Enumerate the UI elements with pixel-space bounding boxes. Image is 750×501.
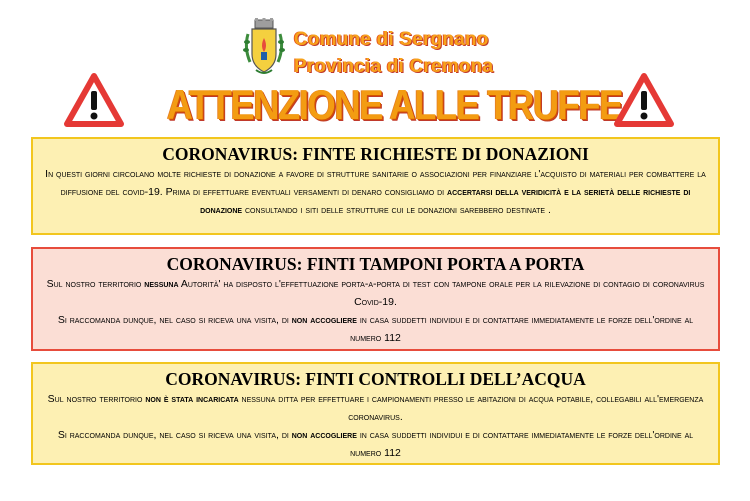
notice-text-part: nessuna ditta per effettuare i campionamenti presso le abitazioni di acqua potabile, collegabili all'emergenza coronavirus.	[238, 393, 704, 423]
notice-text-part: Si raccomanda dunque, nel caso si riceva una visita, di	[57, 314, 292, 326]
notice-title: CORONAVIRUS: FINTI TAMPONI PORTA A PORTA	[166, 254, 585, 274]
warning-triangle-icon	[63, 72, 125, 128]
notice-text-part: consultando i siti delle strutture cui le donazioni sarebbero destinate .	[242, 204, 551, 216]
notice-text	[43, 426, 708, 462]
town-line-1: Comune di Sergnano	[294, 29, 489, 50]
headline: ATTENZIONE ALLE TRUFFE	[166, 81, 623, 128]
notice-emphasis: accertarsi della veridicità e la serietà delle richieste di donazione	[200, 186, 691, 216]
notice-text-part: Sul nostro territorio	[47, 393, 146, 405]
notice-emphasis: non accogliere	[291, 314, 357, 326]
coat-of-arms-icon	[242, 18, 286, 78]
notice-text	[43, 275, 708, 311]
notice-text-part: In questi giorni circolano molte richieste di donazione a favore di strutture sanitarie o associazioni per finanziare l'acquisto di materiali per combattere la diffusione del covid-19. Prima di effettuare eventuali versamenti di denaro consigliamo di	[45, 168, 706, 198]
notice-text	[43, 390, 708, 426]
notice-text-part: in casa suddetti individui e di contattare immediatamente le forze dell'ordine al numero 112	[350, 429, 694, 459]
notice-text-part: Autorità' ha disposto l'effettuazione porta-a-porta di test con tampone orale per la rilevazione di contagio di coronavirus Covid-19.	[178, 278, 705, 308]
notice-text-part: Si raccomanda dunque, nel caso si riceva una visita, di	[57, 429, 292, 441]
warning-triangle-icon	[613, 72, 675, 128]
notice-text	[43, 311, 708, 347]
town-name	[294, 26, 493, 80]
poster-header	[0, 0, 750, 135]
notice-swabs	[31, 247, 720, 351]
notice-donations	[31, 137, 720, 235]
notice-emphasis: non accogliere	[291, 429, 357, 441]
notice-emphasis: non è stata incaricata	[145, 393, 239, 405]
notice-emphasis: nessuna	[144, 278, 179, 290]
notice-text-part: in casa suddetti individui e di contattare immediatamente le forze dell'ordine al numero 112	[350, 314, 694, 344]
notice-title: CORONAVIRUS: FINTI CONTROLLI DELL’ACQUA	[165, 369, 586, 389]
notice-text	[43, 165, 708, 219]
notice-water	[31, 362, 720, 465]
town-line-2: Provincia di Cremona	[294, 56, 494, 77]
notice-title: CORONAVIRUS: FINTE RICHIESTE DI DONAZIONI	[162, 144, 589, 164]
notice-text-part: Sul nostro territorio	[46, 278, 145, 290]
